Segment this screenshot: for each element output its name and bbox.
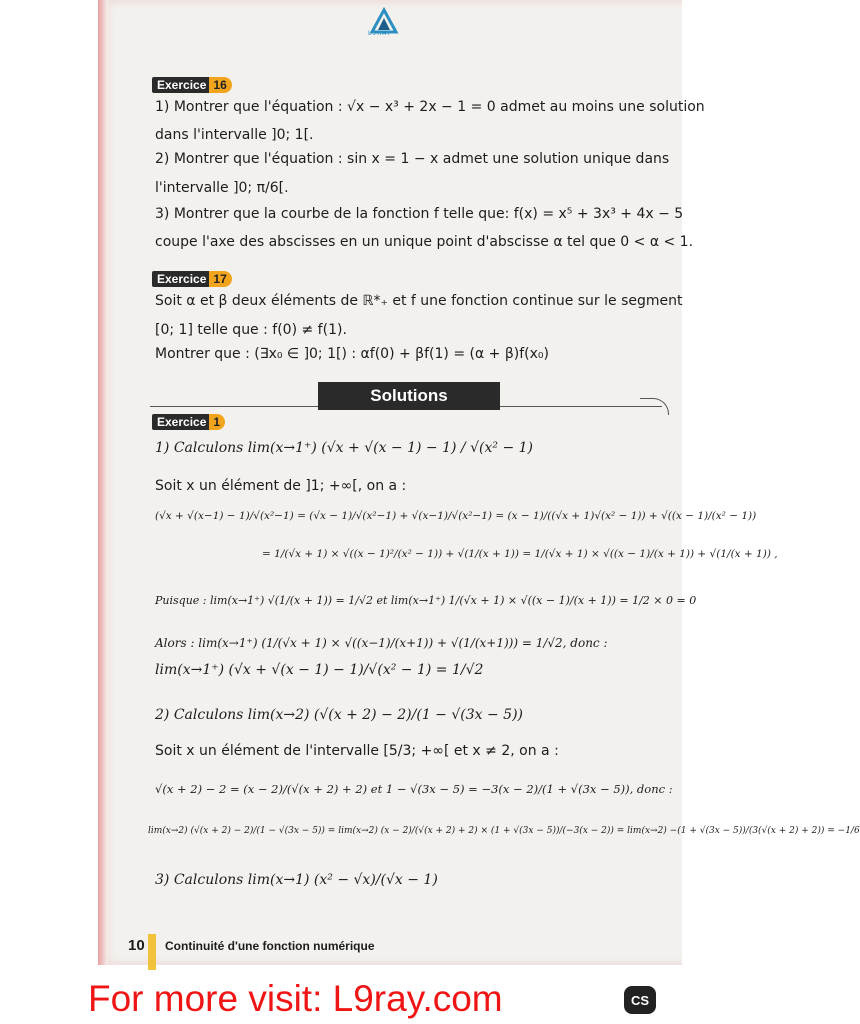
page-edge [98,0,108,965]
ex17-line-3: Montrer que : (∃x₀ ∈ ]0; 1[) : αf(0) + βf(1) = (α + β)f(x₀) [155,346,549,362]
page-number: 10 [128,937,145,954]
sol-line-2: Soit x un élément de ]1; +∞[, on a : [155,478,407,494]
ex17-line-1: Soit α et β deux éléments de ℝ*₊ et f une fonction continue sur le segment [155,293,683,309]
ex17-line-2: [0; 1] telle que : f(0) ≠ f(1). [155,322,347,338]
exercise-16-label [152,76,232,94]
sol-line-6: Alors : lim(x→1⁺) (1/(√x + 1) × √((x−1)/(x+1)) + √(1/(x+1))) = 1/√2, donc : [155,636,608,650]
exercise-word: Exercice [152,77,211,93]
sol-line-4: = 1/(√x + 1) × √((x − 1)²/(x² − 1)) + √(1/(x + 1)) = 1/(√x + 1) × √((x − 1)/(x + 1)) + √(1/(x + 1)) , [262,548,778,560]
exercise-number: 17 [209,271,231,287]
sol-line-5: Puisque : lim(x→1⁺) √(1/(x + 1)) = 1/√2 et lim(x→1⁺) 1/(√x + 1) × √((x − 1)/(x + 1)) = 1/2 × 0 = 0 [155,594,697,607]
sol-line-1: 1) Calculons lim(x→1⁺) (√x + √(x − 1) − 1) / √(x² − 1) [155,440,533,456]
exercise-number: 16 [209,77,231,93]
ex16-line-6: coupe l'axe des abscisses en un unique point d'abscisse α tel que 0 < α < 1. [155,234,694,250]
solution-exercise-1-label [152,413,225,431]
sol-line-3: (√x + √(x−1) − 1)/√(x²−1) = (√x − 1)/√(x²−1) + √(x−1)/√(x²−1) = (x − 1)/((√x + 1)√(x² − 1)) + √((x − 1)/(x² − 1)) [155,510,757,522]
ex16-line-5: 3) Montrer que la courbe de la fonction f telle que: f(x) = x⁵ + 3x³ + 4x − 5 [155,206,684,222]
logo-text: L9RAY [368,30,392,37]
camscanner-badge: CS [624,986,656,1014]
ex16-line-3: 2) Montrer que l'équation : sin x = 1 − x admet une solution unique dans [155,151,670,167]
exercise-number: 1 [209,414,225,430]
ex16-line-4: l'intervalle ]0; π/6[. [155,180,289,196]
exercise-17-label [152,270,232,288]
sol-line-7: lim(x→1⁺) (√x + √(x − 1) − 1)/√(x² − 1) = 1/√2 [155,662,484,678]
ex16-line-1: 1) Montrer que l'équation : √x − x³ + 2x − 1 = 0 admet au moins une solution [155,99,705,115]
footer-accent-bar [148,934,156,970]
exercise-word: Exercice [152,414,211,430]
sol-line-8: 2) Calculons lim(x→2) (√(x + 2) − 2)/(1 − √(3x − 5)) [155,707,524,723]
chapter-title: Continuité d'une fonction numérique [165,939,375,953]
sol-line-10: √(x + 2) − 2 = (x − 2)/(√(x + 2) + 2) et 1 − √(3x − 5) = −3(x − 2)/(1 + √(3x − 5)), donc : [155,782,673,796]
sol-line-9: Soit x un élément de l'intervalle [5/3; +∞[ et x ≠ 2, on a : [155,743,559,759]
promo-link[interactable]: For more visit: L9ray.com [88,978,503,1019]
sol-line-12: 3) Calculons lim(x→1) (x² − √x)/(√x − 1) [155,872,438,888]
ex16-line-2: dans l'intervalle ]0; 1[. [155,127,314,143]
exercise-word: Exercice [152,271,211,287]
sol-line-11: lim(x→2) (√(x + 2) − 2)/(1 − √(3x − 5)) = lim(x→2) (x − 2)/(√(x + 2) + 2) × (1 + √(3x − 5))/(−3(x − 2)) = lim(x→2) −(1 + √(3x − 5))/(3(√(x + 2) + 2)) = −1/6 [148,826,860,836]
solutions-heading: Solutions [318,382,500,410]
